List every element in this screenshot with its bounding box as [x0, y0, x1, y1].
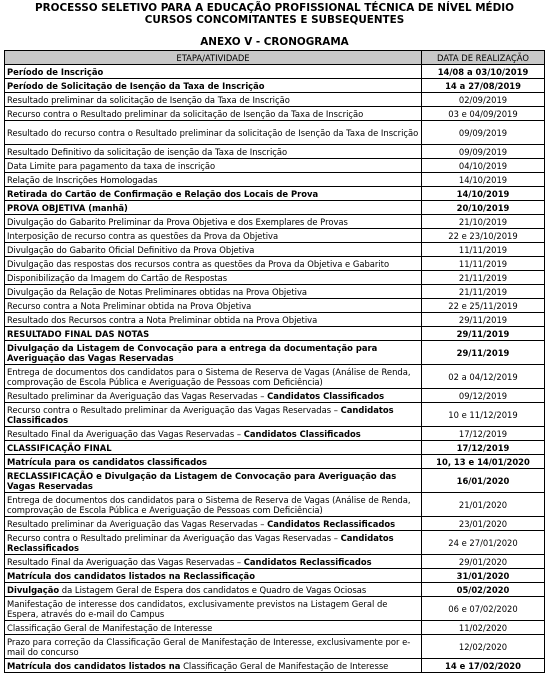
stage-cell	[5, 569, 422, 583]
date-cell: 31/01/2020	[422, 569, 545, 583]
table-row	[5, 531, 545, 555]
schedule-table-body	[5, 65, 545, 673]
stage-cell	[5, 517, 422, 531]
date-cell: 29/11/2019	[422, 313, 545, 327]
stage-cell	[5, 621, 422, 635]
date-cell: 14/10/2019	[422, 173, 545, 187]
table-row	[5, 635, 545, 659]
stage-text: Resultado do recurso contra o Resultado preliminar da solicitação de Isenção da Taxa de Inscrição	[7, 127, 419, 138]
stage-text-bold: Candidatos Classificados	[7, 404, 394, 425]
stage-text: Recurso contra a Nota Preliminar obtida na Prova Objetiva	[7, 300, 252, 311]
stage-text: Disponibilização da Imagem do Cartão de Respostas	[7, 272, 228, 283]
table-row	[5, 159, 545, 173]
date-cell: 21/10/2019	[422, 215, 545, 229]
date-cell: 22 e 25/11/2019	[422, 299, 545, 313]
table-row	[5, 173, 545, 187]
stage-text-bold: Divulgação da Listagem de Convocação para a entrega da documentação para Averiguação das Vagas Reservadas	[7, 342, 378, 363]
stage-cell	[5, 173, 422, 187]
stage-cell	[5, 271, 422, 285]
stage-text-bold: Matrícula dos candidatos listados na	[7, 660, 181, 671]
table-row	[5, 427, 545, 441]
stage-cell	[5, 493, 422, 517]
stage-text-suffix: da Listagem Geral de Espera dos candidatos e Quadro de Vagas Ociosas	[59, 584, 367, 595]
stage-text-bold: Período de Solicitação de Isenção da Taxa de Inscrição	[7, 80, 265, 91]
date-cell: 11/11/2019	[422, 257, 545, 271]
table-header-row	[5, 51, 545, 65]
annex-title: ANEXO V - CRONOGRAMA	[200, 36, 349, 48]
stage-text-bold: Matrícula dos candidatos listados na Reclassificação	[7, 570, 255, 581]
table-row	[5, 65, 545, 79]
date-cell: 21/11/2019	[422, 285, 545, 299]
date-cell: 24 e 27/01/2020	[422, 531, 545, 555]
date-cell: 29/01/2020	[422, 555, 545, 569]
stage-cell	[5, 285, 422, 299]
table-row	[5, 365, 545, 389]
stage-text: Resultado preliminar da Averiguação das Vagas Reservadas –	[7, 518, 268, 529]
stage-text: Manifestação de interesse dos candidatos, exclusivamente previstos na Listagem Geral de Espera, através do e-mail do Campus	[7, 598, 388, 619]
stage-cell	[5, 229, 422, 243]
stage-cell	[5, 93, 422, 107]
stage-cell	[5, 659, 422, 673]
stage-cell	[5, 187, 422, 201]
table-row	[5, 313, 545, 327]
header-title: PROCESSO SELETIVO PARA A EDUCAÇÃO PROFISSIONAL TÉCNICA DE NÍVEL MÉDIO	[35, 2, 514, 14]
stage-text-bold: RECLASSIFICAÇÃO e Divulgação da Listagem de Convocação para Averiguação das Vagas Reservadas	[7, 470, 397, 491]
table-row	[5, 285, 545, 299]
table-row	[5, 469, 545, 493]
stage-cell	[5, 201, 422, 215]
table-row	[5, 493, 545, 517]
stage-text: Classificação Geral de Manifestação de Interesse	[7, 622, 213, 633]
stage-text: Divulgação do Gabarito Preliminar da Prova Objetiva e dos Exemplares de Provas	[7, 216, 348, 227]
stage-text: Prazo para correção da Classificação Geral de Manifestação de Interesse, exclusivamente por e-mail do concurso	[7, 636, 411, 657]
table-row	[5, 621, 545, 635]
stage-cell	[5, 145, 422, 159]
stage-text: Recurso contra o Resultado preliminar da Averiguação das Vagas Reservadas –	[7, 404, 341, 415]
table-row	[5, 93, 545, 107]
date-cell: 09/12/2019	[422, 389, 545, 403]
stage-text-bold: Candidatos Classificados	[267, 390, 385, 401]
date-cell: 14 e 17/02/2020	[422, 659, 545, 673]
table-row	[5, 327, 545, 341]
date-cell: 29/11/2019	[422, 327, 545, 341]
column-header-stage: ETAPA/ATIVIDADE	[5, 51, 422, 65]
header-subtitle: CURSOS CONCOMITANTES E SUBSEQUENTES	[144, 14, 405, 26]
table-row	[5, 583, 545, 597]
table-row	[5, 341, 545, 365]
stage-text-bold: CLASSIFICAÇÃO FINAL	[7, 442, 112, 453]
date-cell: 29/11/2019	[422, 341, 545, 365]
table-row	[5, 441, 545, 455]
stage-text-bold: Retirada do Cartão de Confirmação e Relação dos Locais de Prova	[7, 188, 319, 199]
stage-text: Recurso contra o Resultado preliminar da solicitação de Isenção da Taxa de Inscrição	[7, 108, 364, 119]
stage-cell	[5, 327, 422, 341]
stage-cell	[5, 427, 422, 441]
date-cell: 21/01/2020	[422, 493, 545, 517]
stage-cell	[5, 121, 422, 145]
stage-cell	[5, 597, 422, 621]
table-row	[5, 201, 545, 215]
date-cell: 09/09/2019	[422, 145, 545, 159]
table-row	[5, 659, 545, 673]
date-cell: 02/09/2019	[422, 93, 545, 107]
stage-cell	[5, 299, 422, 313]
stage-cell	[5, 365, 422, 389]
date-cell: 21/11/2019	[422, 271, 545, 285]
date-cell: 17/12/2019	[422, 441, 545, 455]
date-cell: 14/08 a 03/10/2019	[422, 65, 545, 79]
date-cell: 14 a 27/08/2019	[422, 79, 545, 93]
stage-text: Divulgação da Relação de Notas Preliminares obtidas na Prova Objetiva	[7, 286, 308, 297]
date-cell: 09/09/2019	[422, 121, 545, 145]
table-row	[5, 107, 545, 121]
document-header	[0, 0, 549, 48]
stage-cell	[5, 65, 422, 79]
stage-cell	[5, 555, 422, 569]
stage-text-bold: RESULTADO FINAL DAS NOTAS	[7, 328, 150, 339]
table-row	[5, 517, 545, 531]
stage-text-suffix: Classificação Geral de Manifestação de Interesse	[180, 660, 389, 671]
table-row	[5, 215, 545, 229]
table-row	[5, 257, 545, 271]
date-cell: 05/02/2020	[422, 583, 545, 597]
stage-cell	[5, 341, 422, 365]
stage-text: Interposição de recurso contra as questões da Prova da Objetiva	[7, 230, 279, 241]
stage-cell	[5, 215, 422, 229]
table-row	[5, 389, 545, 403]
stage-cell	[5, 469, 422, 493]
stage-text: Resultado Definitivo da solicitação de isenção da Taxa de Inscrição	[7, 146, 288, 157]
stage-text: Divulgação das respostas dos recursos contra as questões da Prova da Objetiva e Gabarito	[7, 258, 390, 269]
date-cell: 12/02/2020	[422, 635, 545, 659]
date-cell: 20/10/2019	[422, 201, 545, 215]
table-row	[5, 271, 545, 285]
date-cell: 11/02/2020	[422, 621, 545, 635]
table-row	[5, 555, 545, 569]
date-cell: 06 e 07/02/2020	[422, 597, 545, 621]
table-row	[5, 121, 545, 145]
stage-cell	[5, 635, 422, 659]
stage-text: Recurso contra o Resultado preliminar da Averiguação das Vagas Reservadas –	[7, 532, 341, 543]
stage-text-bold: Divulgação	[7, 584, 60, 595]
stage-cell	[5, 455, 422, 469]
table-row	[5, 243, 545, 257]
stage-text-bold: Candidatos Reclassificados	[267, 518, 396, 529]
stage-text: Resultado dos Recursos contra a Nota Preliminar obtida na Prova Objetiva	[7, 314, 318, 325]
stage-text-bold: Matrícula para os candidatos classificados	[7, 456, 207, 467]
table-row	[5, 299, 545, 313]
date-cell: 14/10/2019	[422, 187, 545, 201]
stage-cell	[5, 441, 422, 455]
date-cell: 22 e 23/10/2019	[422, 229, 545, 243]
stage-text: Resultado preliminar da Averiguação das Vagas Reservadas –	[7, 390, 268, 401]
stage-cell	[5, 389, 422, 403]
stage-text-bold: Período de Inscrição	[7, 66, 104, 77]
stage-cell	[5, 243, 422, 257]
stage-text: Resultado Final da Averiguação das Vagas Reservadas –	[7, 556, 244, 567]
stage-text-bold: Candidatos Classificados	[243, 428, 361, 439]
date-cell: 11/11/2019	[422, 243, 545, 257]
date-cell: 03 e 04/09/2019	[422, 107, 545, 121]
stage-cell	[5, 403, 422, 427]
stage-text: Data Limite para pagamento da taxa de inscrição	[7, 160, 216, 171]
table-row	[5, 455, 545, 469]
date-cell: 10, 13 e 14/01/2020	[422, 455, 545, 469]
table-row	[5, 569, 545, 583]
stage-text-bold: Candidatos Reclassificados	[7, 532, 394, 553]
table-row	[5, 597, 545, 621]
stage-cell	[5, 107, 422, 121]
stage-cell	[5, 257, 422, 271]
stage-text: Relação de Inscrições Homologadas	[7, 174, 158, 185]
stage-text: Resultado Final da Averiguação das Vagas Reservadas –	[7, 428, 244, 439]
table-row	[5, 145, 545, 159]
stage-text: Divulgação do Gabarito Oficial Definitivo da Prova Objetiva	[7, 244, 255, 255]
table-row	[5, 229, 545, 243]
stage-cell	[5, 531, 422, 555]
stage-text: Entrega de documentos dos candidatos para o Sistema de Reserva de Vagas (Análise de Renda, comprovação de Escola Pública e Averiguação de Pessoas com Deficiência)	[7, 366, 411, 387]
table-row	[5, 79, 545, 93]
date-cell: 02 a 04/12/2019	[422, 365, 545, 389]
table-row	[5, 403, 545, 427]
table-row	[5, 187, 545, 201]
date-cell: 23/01/2020	[422, 517, 545, 531]
stage-cell	[5, 159, 422, 173]
stage-cell	[5, 79, 422, 93]
column-header-date: DATA DE REALIZAÇÃO	[422, 51, 545, 65]
stage-text: Resultado preliminar da solicitação de Isenção da Taxa de Inscrição	[7, 94, 290, 105]
schedule-table	[4, 50, 545, 673]
stage-cell	[5, 313, 422, 327]
stage-cell	[5, 583, 422, 597]
stage-text-bold: PROVA OBJETIVA (manhã)	[7, 202, 128, 213]
stage-text: Entrega de documentos dos candidatos para o Sistema de Reserva de Vagas (Análise de Renda, comprovação de Escola Pública e Averiguação de Pessoas com Deficiência)	[7, 494, 411, 515]
stage-text-bold: Candidatos Reclassificados	[243, 556, 372, 567]
date-cell: 17/12/2019	[422, 427, 545, 441]
date-cell: 16/01/2020	[422, 469, 545, 493]
date-cell: 10 e 11/12/2019	[422, 403, 545, 427]
date-cell: 04/10/2019	[422, 159, 545, 173]
